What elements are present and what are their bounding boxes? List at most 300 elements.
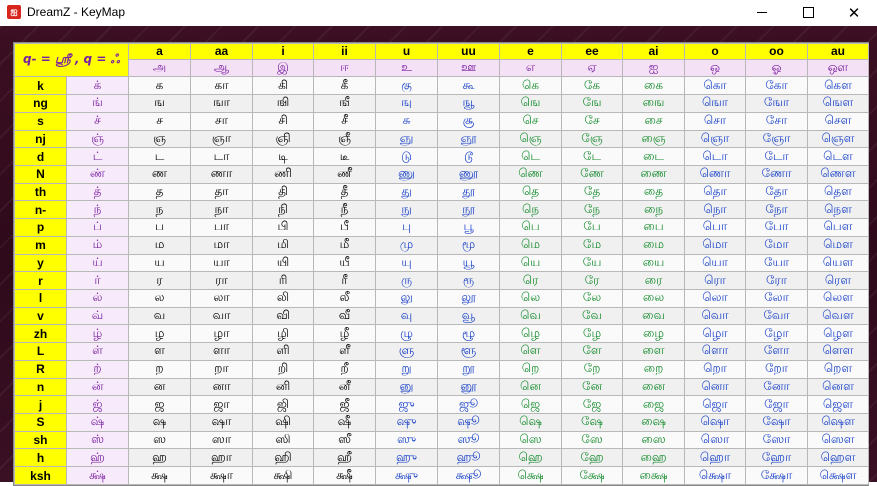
syllable-cell: ரி xyxy=(253,272,314,290)
syllable-cell: யீ xyxy=(314,254,376,272)
syllable-cell: நி xyxy=(253,201,314,219)
syllable-cell: ரௌ xyxy=(808,272,869,290)
syllable-cell: ணா xyxy=(191,165,253,183)
syllable-cell: ஸே xyxy=(562,431,623,449)
syllable-cell: ஸீ xyxy=(314,431,376,449)
table-row xyxy=(15,449,869,467)
syllable-cell: லூ xyxy=(438,289,500,307)
syllable-cell: ழெ xyxy=(500,325,562,343)
shortcut-note: q- = ஸ்ரீ , q = ஃ xyxy=(15,44,129,77)
consonant-key: p xyxy=(15,219,67,237)
syllable-cell: ய xyxy=(129,254,191,272)
syllable-cell: ளை xyxy=(623,343,685,361)
syllable-cell: லே xyxy=(562,289,623,307)
close-button[interactable] xyxy=(831,0,877,26)
syllable-cell: தீ xyxy=(314,183,376,201)
syllable-cell: ஞீ xyxy=(314,130,376,148)
syllable-cell: ஜு xyxy=(376,396,438,414)
syllable-cell: ஷீ xyxy=(314,414,376,432)
syllable-cell: ஷே xyxy=(562,414,623,432)
table-row xyxy=(15,165,869,183)
syllable-cell: வு xyxy=(376,307,438,325)
consonant-key: r xyxy=(15,272,67,290)
minimize-button[interactable] xyxy=(739,0,785,26)
syllable-cell: யொ xyxy=(685,254,746,272)
syllable-cell: வை xyxy=(623,307,685,325)
vowel-tamil-1: ஆ xyxy=(191,59,253,77)
syllable-cell: ஹே xyxy=(562,449,623,467)
syllable-cell: னை xyxy=(623,378,685,396)
syllable-cell: நொ xyxy=(685,201,746,219)
table-row xyxy=(15,183,869,201)
vowel-tamil-9: ஒ xyxy=(685,59,746,77)
syllable-cell: மா xyxy=(191,236,253,254)
vowel-tamil-row xyxy=(15,59,869,77)
vowel-tamil-10: ஓ xyxy=(746,59,808,77)
consonant-tamil: ந் xyxy=(67,201,129,219)
syllable-cell: றௌ xyxy=(808,360,869,378)
syllable-cell: க்ஷ xyxy=(129,467,191,485)
syllable-cell: னா xyxy=(191,378,253,396)
consonant-key: nj xyxy=(15,130,67,148)
consonant-key: th xyxy=(15,183,67,201)
table-row xyxy=(15,148,869,166)
syllable-cell: டெ xyxy=(500,148,562,166)
syllable-cell: ச xyxy=(129,112,191,130)
syllable-cell: வி xyxy=(253,307,314,325)
consonant-tamil: ன் xyxy=(67,378,129,396)
table-row xyxy=(15,130,869,148)
syllable-cell: வீ xyxy=(314,307,376,325)
syllable-cell: ஙீ xyxy=(314,95,376,113)
syllable-cell: லா xyxy=(191,289,253,307)
consonant-tamil: ர் xyxy=(67,272,129,290)
table-row xyxy=(15,343,869,361)
syllable-cell: சீ xyxy=(314,112,376,130)
syllable-cell: ணோ xyxy=(746,165,808,183)
syllable-cell: லொ xyxy=(685,289,746,307)
vowel-header-o: o xyxy=(685,44,746,60)
consonant-tamil: ஷ் xyxy=(67,414,129,432)
syllable-cell: மெ xyxy=(500,236,562,254)
syllable-cell: ஹௌ xyxy=(808,449,869,467)
consonant-key: sh xyxy=(15,431,67,449)
syllable-cell: ன xyxy=(129,378,191,396)
syllable-cell: ஹீ xyxy=(314,449,376,467)
syllable-cell: நௌ xyxy=(808,201,869,219)
title-bar xyxy=(0,0,877,26)
syllable-cell: ழி xyxy=(253,325,314,343)
consonant-key: v xyxy=(15,307,67,325)
consonant-key: d xyxy=(15,148,67,166)
syllable-cell: ஸி xyxy=(253,431,314,449)
syllable-cell: ஙே xyxy=(562,95,623,113)
syllable-cell: னீ xyxy=(314,378,376,396)
syllable-cell: ங xyxy=(129,95,191,113)
syllable-cell: ஜே xyxy=(562,396,623,414)
syllable-cell: ற xyxy=(129,360,191,378)
table-row xyxy=(15,378,869,396)
syllable-cell: ரோ xyxy=(746,272,808,290)
consonant-key: k xyxy=(15,77,67,95)
syllable-cell: யு xyxy=(376,254,438,272)
syllable-cell: ரு xyxy=(376,272,438,290)
syllable-cell: றை xyxy=(623,360,685,378)
syllable-cell: யா xyxy=(191,254,253,272)
syllable-cell: நோ xyxy=(746,201,808,219)
syllable-cell: மீ xyxy=(314,236,376,254)
syllable-cell: ஷூ xyxy=(438,414,500,432)
consonant-tamil: ப் xyxy=(67,219,129,237)
table-row xyxy=(15,431,869,449)
syllable-cell: தி xyxy=(253,183,314,201)
syllable-cell: ஸு xyxy=(376,431,438,449)
syllable-cell: கெ xyxy=(500,77,562,95)
syllable-cell: னௌ xyxy=(808,378,869,396)
vowel-header-au: au xyxy=(808,44,869,60)
syllable-cell: சு xyxy=(376,112,438,130)
syllable-cell: தோ xyxy=(746,183,808,201)
close-icon: ✕ xyxy=(847,4,861,22)
consonant-key: n- xyxy=(15,201,67,219)
consonant-tamil: த் xyxy=(67,183,129,201)
syllable-cell: ழ xyxy=(129,325,191,343)
consonant-tamil: ட் xyxy=(67,148,129,166)
consonant-tamil: ஜ் xyxy=(67,396,129,414)
syllable-cell: க்ஷொ xyxy=(685,467,746,485)
syllable-cell: ஞை xyxy=(623,130,685,148)
syllable-cell: ஷெ xyxy=(500,414,562,432)
table-row xyxy=(15,360,869,378)
syllable-cell: ஞு xyxy=(376,130,438,148)
vowel-tamil-11: ஔ xyxy=(808,59,869,77)
syllable-cell: ஜோ xyxy=(746,396,808,414)
syllable-cell: வே xyxy=(562,307,623,325)
syllable-cell: நூ xyxy=(438,201,500,219)
syllable-cell: ஷை xyxy=(623,414,685,432)
vowel-header-oo: oo xyxy=(746,44,808,60)
vowel-tamil-5: ஊ xyxy=(438,59,500,77)
syllable-cell: தெ xyxy=(500,183,562,201)
syllable-cell: கு xyxy=(376,77,438,95)
syllable-cell: யோ xyxy=(746,254,808,272)
table-row xyxy=(15,414,869,432)
syllable-cell: லு xyxy=(376,289,438,307)
vowel-tamil-0: அ xyxy=(129,59,191,77)
syllable-cell: யை xyxy=(623,254,685,272)
syllable-cell: ஞோ xyxy=(746,130,808,148)
syllable-cell: றெ xyxy=(500,360,562,378)
consonant-key: N xyxy=(15,165,67,183)
syllable-cell: ளோ xyxy=(746,343,808,361)
syllable-cell: ஹ xyxy=(129,449,191,467)
vowel-header-u: u xyxy=(376,44,438,60)
syllable-cell: சே xyxy=(562,112,623,130)
syllable-cell: சா xyxy=(191,112,253,130)
syllable-cell: டொ xyxy=(685,148,746,166)
syllable-cell: வோ xyxy=(746,307,808,325)
vowel-header-a: a xyxy=(129,44,191,60)
syllable-cell: ஞௌ xyxy=(808,130,869,148)
syllable-cell: ஞே xyxy=(562,130,623,148)
syllable-cell: க்ஷெ xyxy=(500,467,562,485)
consonant-key: y xyxy=(15,254,67,272)
table-row xyxy=(15,201,869,219)
syllable-cell: யூ xyxy=(438,254,500,272)
table-row xyxy=(15,289,869,307)
syllable-cell: ழு xyxy=(376,325,438,343)
syllable-cell: னெ xyxy=(500,378,562,396)
syllable-cell: தொ xyxy=(685,183,746,201)
vowel-tamil-8: ஐ xyxy=(623,59,685,77)
syllable-cell: ஜூ xyxy=(438,396,500,414)
consonant-tamil: ங் xyxy=(67,95,129,113)
syllable-cell: ஸோ xyxy=(746,431,808,449)
syllable-cell: ழொ xyxy=(685,325,746,343)
syllable-cell: க்ஷை xyxy=(623,467,685,485)
syllable-cell: ஜை xyxy=(623,396,685,414)
syllable-cell: ஹா xyxy=(191,449,253,467)
syllable-cell: றி xyxy=(253,360,314,378)
syllable-cell: ர xyxy=(129,272,191,290)
syllable-cell: றா xyxy=(191,360,253,378)
syllable-cell: ஹூ xyxy=(438,449,500,467)
syllable-cell: யி xyxy=(253,254,314,272)
vowel-tamil-7: ஏ xyxy=(562,59,623,77)
syllable-cell: மோ xyxy=(746,236,808,254)
syllable-cell: ரொ xyxy=(685,272,746,290)
keymap-background xyxy=(0,26,877,482)
syllable-cell: கூ xyxy=(438,77,500,95)
syllable-cell: யௌ xyxy=(808,254,869,272)
syllable-cell: ணே xyxy=(562,165,623,183)
syllable-cell: றீ xyxy=(314,360,376,378)
consonant-tamil: ண் xyxy=(67,165,129,183)
vowel-header-row xyxy=(15,44,869,60)
syllable-cell: கா xyxy=(191,77,253,95)
syllable-cell: க்ஷு xyxy=(376,467,438,485)
consonant-tamil: ல் xyxy=(67,289,129,307)
syllable-cell: றொ xyxy=(685,360,746,378)
syllable-cell: க்ஷூ xyxy=(438,467,500,485)
syllable-cell: லீ xyxy=(314,289,376,307)
syllable-cell: ரே xyxy=(562,272,623,290)
syllable-cell: ழூ xyxy=(438,325,500,343)
app-icon: ஐ xyxy=(7,5,21,19)
syllable-cell: ளா xyxy=(191,343,253,361)
consonant-tamil: ம் xyxy=(67,236,129,254)
syllable-cell: ஷோ xyxy=(746,414,808,432)
syllable-cell: ரெ xyxy=(500,272,562,290)
consonant-key: j xyxy=(15,396,67,414)
syllable-cell: வா xyxy=(191,307,253,325)
syllable-cell: ஞ xyxy=(129,130,191,148)
syllable-cell: மொ xyxy=(685,236,746,254)
syllable-cell: ஷொ xyxy=(685,414,746,432)
syllable-cell: நு xyxy=(376,201,438,219)
syllable-cell: கி xyxy=(253,77,314,95)
syllable-cell: மே xyxy=(562,236,623,254)
consonant-tamil: க்ஷ் xyxy=(67,467,129,485)
syllable-cell: சோ xyxy=(746,112,808,130)
syllable-cell: சூ xyxy=(438,112,500,130)
syllable-cell: ரீ xyxy=(314,272,376,290)
syllable-cell: ஜெ xyxy=(500,396,562,414)
syllable-cell: தே xyxy=(562,183,623,201)
consonant-tamil: வ் xyxy=(67,307,129,325)
syllable-cell: க xyxy=(129,77,191,95)
syllable-cell: றோ xyxy=(746,360,808,378)
syllable-cell: ஙௌ xyxy=(808,95,869,113)
syllable-cell: க்ஷி xyxy=(253,467,314,485)
table-row xyxy=(15,219,869,237)
syllable-cell: ஞி xyxy=(253,130,314,148)
syllable-cell: பு xyxy=(376,219,438,237)
syllable-cell: வூ xyxy=(438,307,500,325)
syllable-cell: வ xyxy=(129,307,191,325)
syllable-cell: தை xyxy=(623,183,685,201)
consonant-key: h xyxy=(15,449,67,467)
syllable-cell: ஹெ xyxy=(500,449,562,467)
vowel-tamil-3: ஈ xyxy=(314,59,376,77)
syllable-cell: ஞெ xyxy=(500,130,562,148)
syllable-cell: ழீ xyxy=(314,325,376,343)
syllable-cell: ளி xyxy=(253,343,314,361)
syllable-cell: லி xyxy=(253,289,314,307)
window-title: DreamZ - KeyMap xyxy=(27,5,126,19)
syllable-cell: ணூ xyxy=(438,165,500,183)
consonant-tamil: ஸ் xyxy=(67,431,129,449)
table-row xyxy=(15,272,869,290)
vowel-header-ai: ai xyxy=(623,44,685,60)
syllable-cell: ஸ xyxy=(129,431,191,449)
syllable-cell: னோ xyxy=(746,378,808,396)
syllable-cell: டி xyxy=(253,148,314,166)
consonant-key: zh xyxy=(15,325,67,343)
syllable-cell: னு xyxy=(376,378,438,396)
syllable-cell: ளு xyxy=(376,343,438,361)
syllable-cell: பே xyxy=(562,219,623,237)
vowel-tamil-6: எ xyxy=(500,59,562,77)
maximize-button[interactable] xyxy=(785,0,831,26)
syllable-cell: ரை xyxy=(623,272,685,290)
vowel-header-e: e xyxy=(500,44,562,60)
table-row xyxy=(15,236,869,254)
keymap-board xyxy=(13,42,869,486)
syllable-cell: து xyxy=(376,183,438,201)
syllable-cell: டை xyxy=(623,148,685,166)
vowel-header-aa: aa xyxy=(191,44,253,60)
syllable-cell: கே xyxy=(562,77,623,95)
syllable-cell: நீ xyxy=(314,201,376,219)
syllable-cell: ளூ xyxy=(438,343,500,361)
vowel-header-ii: ii xyxy=(314,44,376,60)
syllable-cell: கீ xyxy=(314,77,376,95)
syllable-cell: ஹு xyxy=(376,449,438,467)
syllable-cell: ணு xyxy=(376,165,438,183)
syllable-cell: டா xyxy=(191,148,253,166)
syllable-cell: ஸௌ xyxy=(808,431,869,449)
syllable-cell: ஞூ xyxy=(438,130,500,148)
consonant-tamil: ச் xyxy=(67,112,129,130)
consonant-tamil: ஞ் xyxy=(67,130,129,148)
table-row xyxy=(15,396,869,414)
syllable-cell: ப xyxy=(129,219,191,237)
syllable-cell: ஷி xyxy=(253,414,314,432)
syllable-cell: த xyxy=(129,183,191,201)
syllable-cell: நா xyxy=(191,201,253,219)
syllable-cell: ஙி xyxy=(253,95,314,113)
consonant-tamil: ழ் xyxy=(67,325,129,343)
syllable-cell: கௌ xyxy=(808,77,869,95)
syllable-cell: ஙூ xyxy=(438,95,500,113)
syllable-cell: ஙோ xyxy=(746,95,808,113)
syllable-cell: ஷு xyxy=(376,414,438,432)
syllable-cell: ந xyxy=(129,201,191,219)
syllable-cell: மை xyxy=(623,236,685,254)
syllable-cell: றே xyxy=(562,360,623,378)
syllable-cell: னே xyxy=(562,378,623,396)
syllable-cell: ஸை xyxy=(623,431,685,449)
syllable-cell: லோ xyxy=(746,289,808,307)
syllable-cell: லெ xyxy=(500,289,562,307)
syllable-cell: ழௌ xyxy=(808,325,869,343)
syllable-cell: ஜௌ xyxy=(808,396,869,414)
syllable-cell: க்ஷௌ xyxy=(808,467,869,485)
syllable-cell: டீ xyxy=(314,148,376,166)
syllable-cell: ட xyxy=(129,148,191,166)
syllable-cell: பீ xyxy=(314,219,376,237)
syllable-cell: ஷா xyxy=(191,414,253,432)
table-row xyxy=(15,254,869,272)
syllable-cell: ஸொ xyxy=(685,431,746,449)
keymap-table xyxy=(14,43,869,485)
syllable-cell: பௌ xyxy=(808,219,869,237)
syllable-cell: நெ xyxy=(500,201,562,219)
syllable-cell: ஸெ xyxy=(500,431,562,449)
maximize-icon xyxy=(803,7,814,18)
syllable-cell: ஹை xyxy=(623,449,685,467)
syllable-cell: ஜ xyxy=(129,396,191,414)
syllable-cell: ஜி xyxy=(253,396,314,414)
syllable-cell: ணை xyxy=(623,165,685,183)
syllable-cell: நை xyxy=(623,201,685,219)
syllable-cell: ஙு xyxy=(376,95,438,113)
syllable-cell: ஹி xyxy=(253,449,314,467)
syllable-cell: னொ xyxy=(685,378,746,396)
syllable-cell: தௌ xyxy=(808,183,869,201)
syllable-cell: ஜீ xyxy=(314,396,376,414)
vowel-tamil-4: உ xyxy=(376,59,438,77)
vowel-header-i: i xyxy=(253,44,314,60)
syllable-cell: ஜா xyxy=(191,396,253,414)
syllable-cell: ல xyxy=(129,289,191,307)
consonant-key: s xyxy=(15,112,67,130)
consonant-key: l xyxy=(15,289,67,307)
syllable-cell: சி xyxy=(253,112,314,130)
syllable-cell: ஸூ xyxy=(438,431,500,449)
consonant-tamil: க் xyxy=(67,77,129,95)
syllable-cell: ண xyxy=(129,165,191,183)
consonant-key: S xyxy=(15,414,67,432)
syllable-cell: டௌ xyxy=(808,148,869,166)
syllable-cell: மி xyxy=(253,236,314,254)
syllable-cell: பை xyxy=(623,219,685,237)
consonant-tamil: ஹ் xyxy=(67,449,129,467)
syllable-cell: பா xyxy=(191,219,253,237)
syllable-cell: ஙொ xyxy=(685,95,746,113)
syllable-cell: ஹோ xyxy=(746,449,808,467)
